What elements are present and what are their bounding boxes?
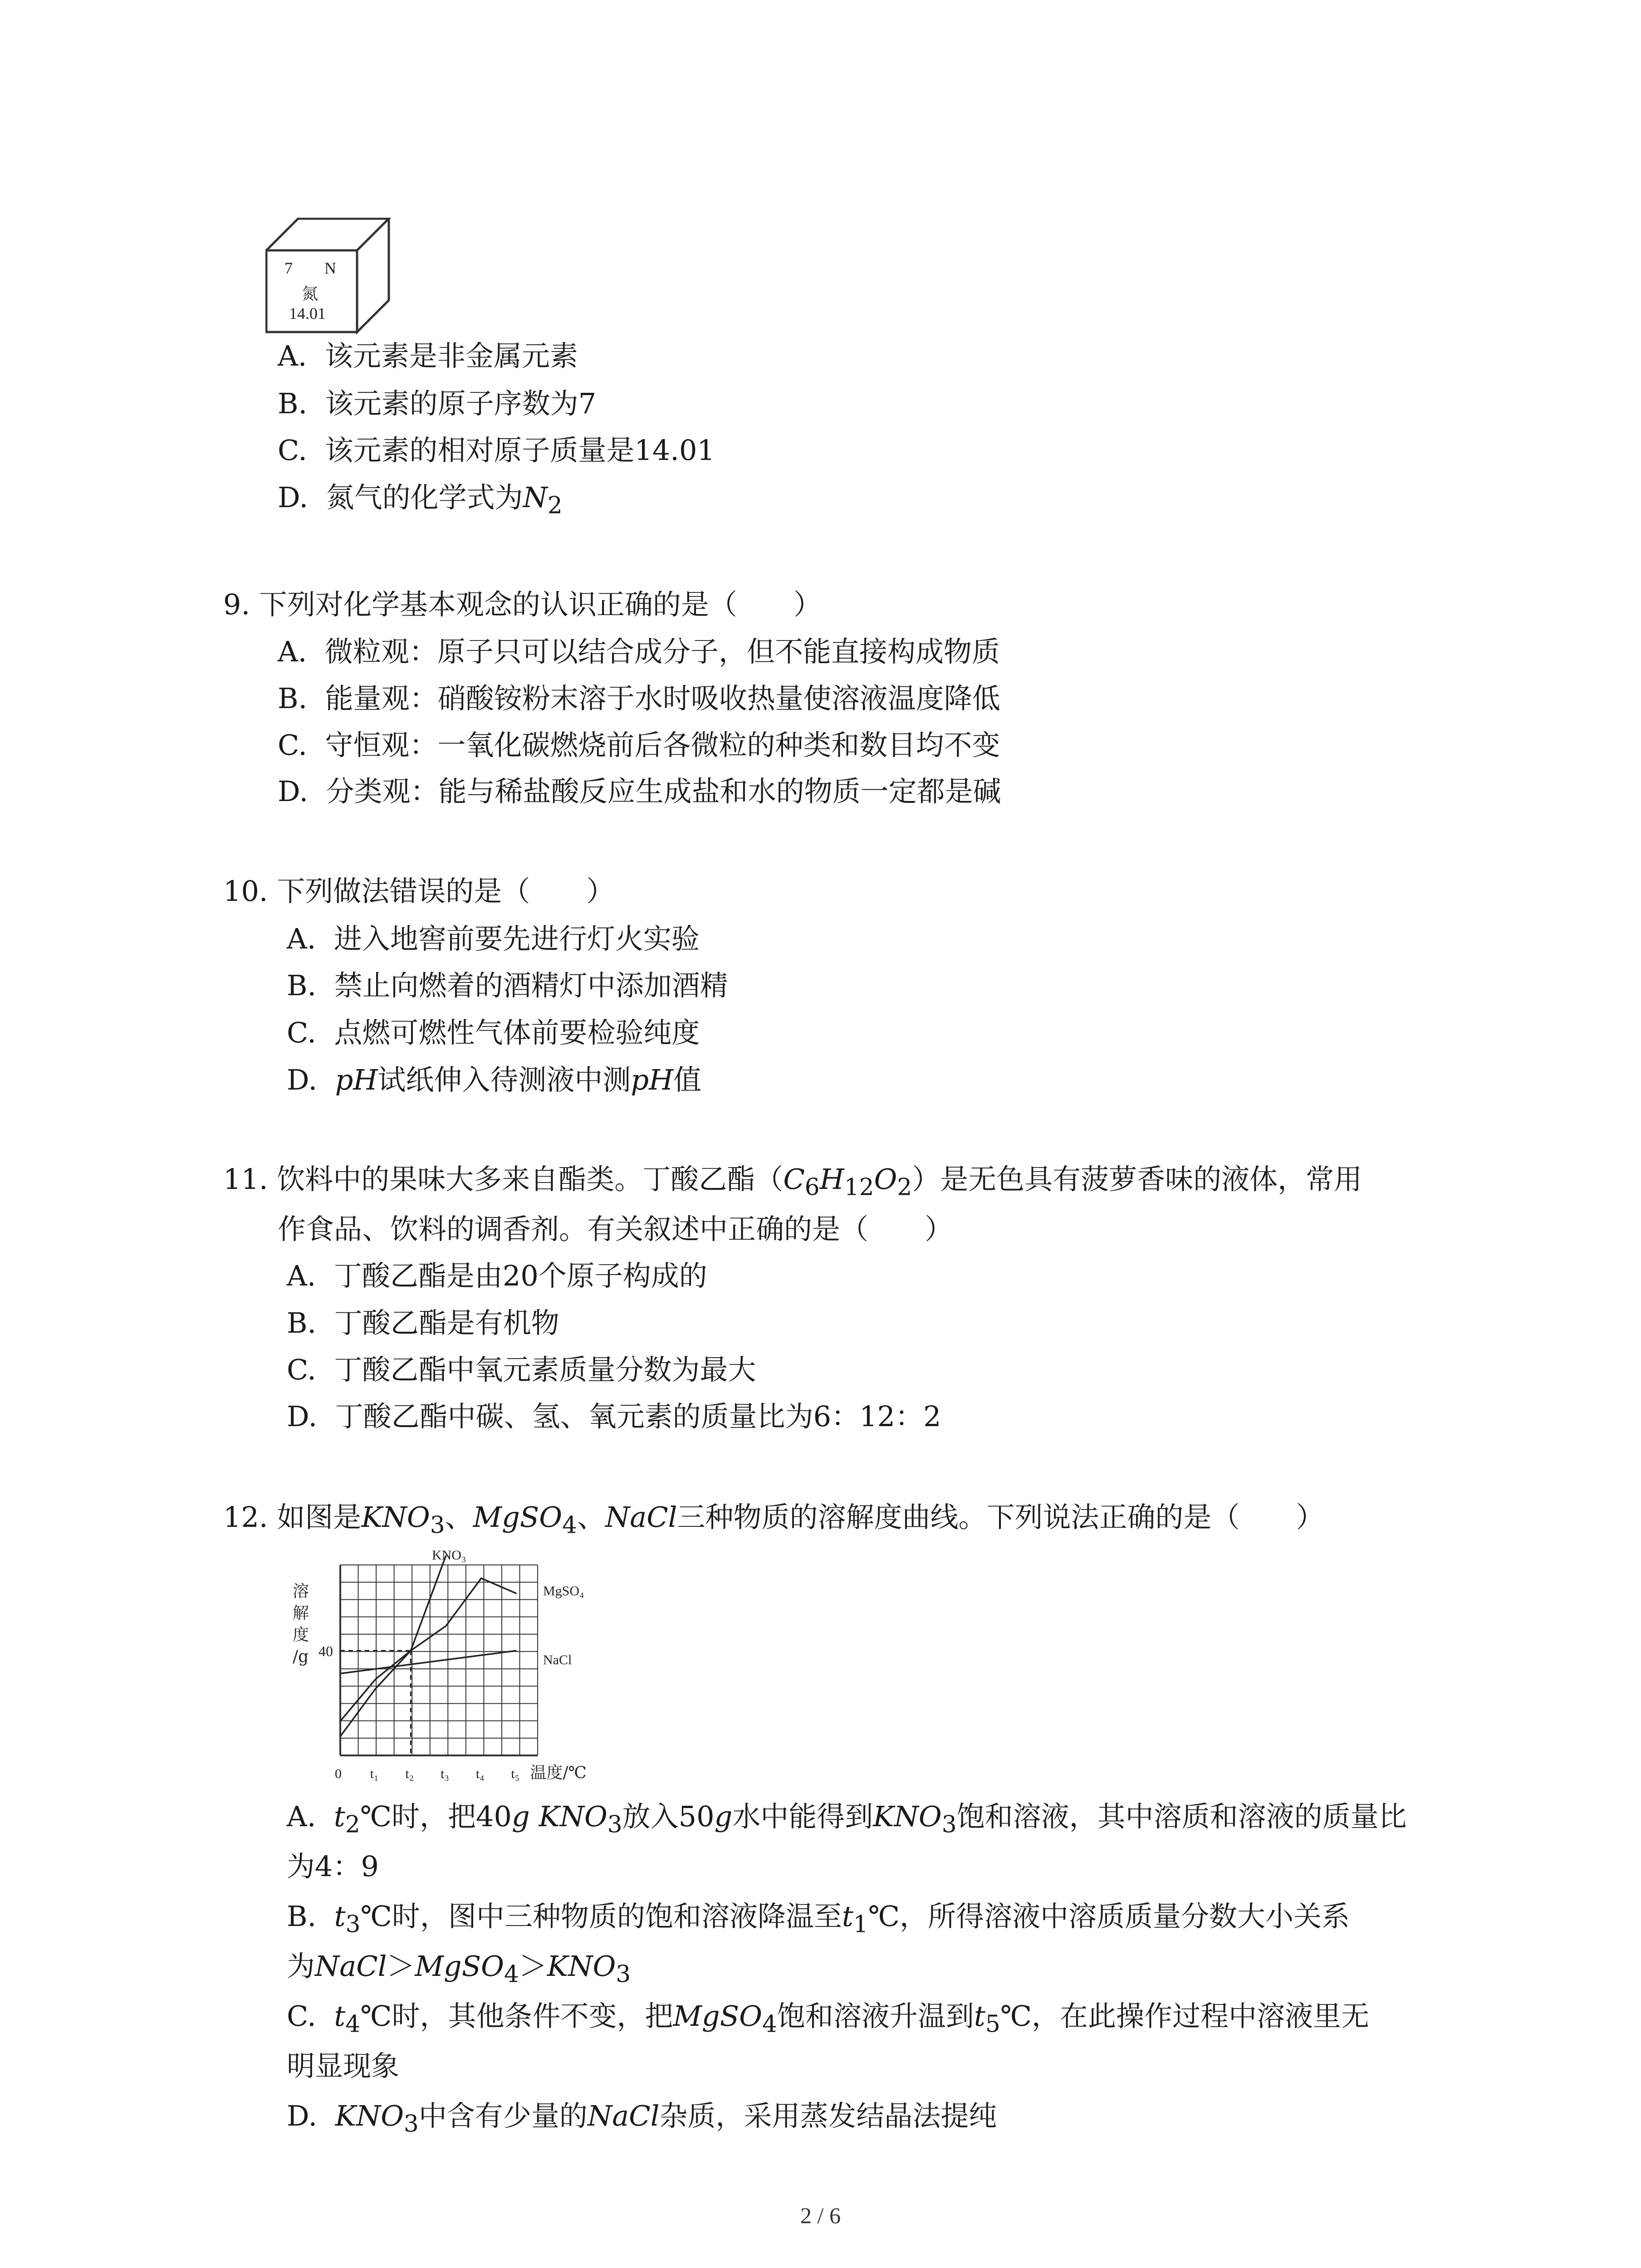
y-axis-label-char: /g	[293, 1647, 309, 1666]
q12-option-b-line2: 为$NaCl>MgSO_4>KNO_3$	[287, 1950, 631, 1988]
x-tick-label: t₂	[405, 1766, 414, 1781]
q11-option-b: B. 丁酸乙酯是有机物	[287, 1306, 559, 1339]
element-mass: 14.01	[289, 304, 326, 323]
element-symbol: N	[324, 259, 336, 277]
element-card	[265, 218, 392, 336]
q8-option-b: B. 该元素的原子序数为7	[278, 387, 597, 420]
y-tick-label: 40	[318, 1643, 333, 1659]
y-axis-label-char: 解	[293, 1604, 309, 1623]
q9-option-d: D. 分类观：能与稀盐酸反应生成盐和水的物质一定都是碱	[278, 775, 1001, 808]
q11-option-c: C. 丁酸乙酯中氧元素质量分数为最大	[287, 1353, 756, 1386]
q12-option-a-line2: 为4：9	[287, 1850, 379, 1883]
page-number: 2 / 6	[800, 2203, 841, 2228]
q12-option-b-line1: B. $t_3℃$时，图中三种物质的饱和溶液降温至$t_1℃$，所得溶液中溶质质量分数大小关系	[287, 1900, 1350, 1938]
q12-option-c-line1: C. $t_4℃$时，其他条件不变，把MgSO$_4$饱和溶液升温到$t_5℃$，在此操作过程中溶液里无	[287, 1999, 1370, 2038]
solubility-chart	[281, 1542, 608, 1796]
q8-option-d: D. 氮气的化学式为$N_2$	[278, 481, 563, 519]
x-tick-label: t₁	[370, 1766, 379, 1781]
q12-option-a-line1: A. $t_2℃$时，把40g $KNO_3$放入50g水中能得到$KNO_3$饱和溶液，其中溶质和溶液的质量比	[287, 1800, 1407, 1838]
element-number: 7	[284, 259, 293, 277]
x-tick-label: t₄	[475, 1766, 485, 1781]
q11-stem-line2: 作食品、饮料的调香剂。有关叙述中正确的是（ ）	[278, 1212, 953, 1246]
x-tick-label: t₅	[511, 1766, 520, 1781]
q11-option-d: D. 丁酸乙酯中碳、氢、氧元素的质量比为6：12：2	[287, 1400, 941, 1433]
q11-option-a: A. 丁酸乙酯是由20个原子构成的	[287, 1259, 707, 1292]
q12-option-d: D. $KNO_3$中含有少量的NaCl杂质，采用蒸发结晶法提纯	[287, 2099, 997, 2138]
x-axis-label: 温度/℃	[530, 1764, 587, 1782]
y-axis-label-char: 溶	[293, 1582, 309, 1601]
series-label: MgSO₄	[543, 1584, 584, 1598]
series-line	[340, 1651, 516, 1673]
q10-option-b: B. 禁止向燃着的酒精灯中添加酒精	[287, 969, 728, 1002]
series-label: NaCl	[543, 1652, 572, 1667]
q9-option-b: B. 能量观：硝酸铵粉末溶于水时吸收热量使溶液温度降低	[278, 682, 1000, 715]
q9-option-a: A. 微粒观：原子只可以结合成分子，但不能直接构成物质	[278, 635, 1000, 668]
q8-option-c: C. 该元素的相对原子质量是14.01	[278, 434, 715, 467]
x-tick-label: 0	[335, 1766, 342, 1781]
q10-option-a: A. 进入地窖前要先进行灯火实验	[287, 922, 700, 955]
q11-stem-line1: 11. 饮料中的果味大多来自酯类。丁酸乙酯$(C_6H_{12}O_2)$是无色具有菠萝香味的液体，常用	[223, 1163, 1362, 1201]
q9-option-c: C. 守恒观：一氧化碳燃烧前后各微粒的种类和数目均不变	[278, 728, 1000, 762]
q12-stem: 12. 如图是$KNO_3$、MgSO$_4$、NaCl三种物质的溶解度曲线。下列说法正确的是（ ）	[223, 1501, 1324, 1539]
element-name: 氮	[302, 285, 318, 303]
q10-stem: 10. 下列做法错误的是（ ）	[223, 875, 615, 908]
series-label: KNO₃	[431, 1548, 466, 1563]
q8-option-a: A. 该元素是非金属元素	[278, 339, 578, 372]
q10-option-d: D. pH试纸伸入待测液中测pH值	[287, 1063, 702, 1096]
x-tick-label: t₃	[441, 1766, 449, 1781]
q12-option-c-line2: 明显现象	[287, 2049, 400, 2082]
q10-option-c: C. 点燃可燃性气体前要检验纯度	[287, 1016, 700, 1049]
q9-stem: 9. 下列对化学基本观念的认识正确的是（ ）	[223, 588, 822, 621]
y-axis-label-char: 度	[293, 1626, 309, 1644]
